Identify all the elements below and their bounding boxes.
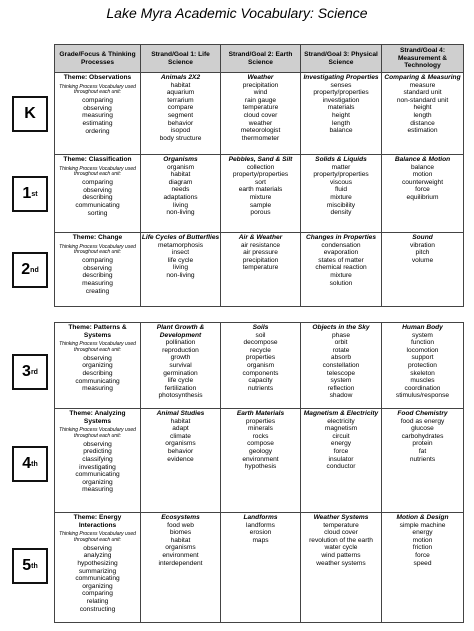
vocab-item: telescope <box>326 369 356 377</box>
vocab-item: properties <box>245 417 276 425</box>
thinking-item: analyzing <box>83 552 112 560</box>
vocab-item: magnetism <box>324 425 358 433</box>
unit-cell <box>141 323 221 409</box>
vocab-item: density <box>330 209 352 217</box>
vocab-item: circuit <box>332 432 350 440</box>
vocab-item: balance <box>329 127 353 135</box>
vocab-item: system <box>330 377 352 385</box>
vocab-item: sample <box>249 201 272 209</box>
vocab-item: length <box>332 119 350 127</box>
vocab-item: fat <box>418 447 427 455</box>
row-third-grade <box>55 323 464 409</box>
vocab-item: earth materials <box>238 186 283 194</box>
vocab-item: air pressure <box>243 249 278 257</box>
unit-heading: Plant Growth & Development <box>156 324 205 339</box>
grade-label: 1 <box>22 185 32 202</box>
vocab-item: photosynthesis <box>158 392 203 400</box>
unit-cell <box>301 73 382 155</box>
unit-cell <box>221 233 301 307</box>
header-goal-2: Strand/Goal 2: Earth Science <box>221 45 301 73</box>
grade-3-box <box>12 354 48 390</box>
unit-heading: Soils <box>252 324 269 331</box>
unit-cell <box>141 513 221 623</box>
vocab-item: revolution of the earth <box>309 536 373 544</box>
thinking-item: comparing <box>82 590 113 598</box>
thinking-item: communicating <box>75 471 120 479</box>
vocab-item: friction <box>412 544 433 552</box>
vocab-item: senses <box>330 81 352 89</box>
vocab-item: decompose <box>243 339 278 347</box>
vocab-item: non-standard unit <box>396 96 449 104</box>
vocab-item: compare <box>167 104 194 112</box>
grade-suffix: st <box>31 190 38 198</box>
vocab-item: aquarium <box>166 89 195 97</box>
vocab-item: survival <box>169 361 192 369</box>
vocab-item: interdependent <box>158 559 203 567</box>
thinking-item: measuring <box>82 112 113 120</box>
thinking-item: organizing <box>82 478 113 486</box>
vocab-item: behavior <box>167 119 194 127</box>
vocab-item: habitat <box>170 81 191 89</box>
vocab-item: protection <box>408 361 437 369</box>
vocab-item: volume <box>411 256 434 264</box>
unit-heading: Investigating Properties <box>303 74 379 81</box>
vocab-item: property/properties <box>313 171 369 179</box>
unit-cell <box>382 409 464 513</box>
row-first-grade <box>55 155 464 233</box>
unit-heading: Life Cycles of Butterflies <box>141 234 220 241</box>
thinking-item: ordering <box>85 127 110 135</box>
vocab-item: absorb <box>330 354 352 362</box>
vocab-item: balance <box>410 163 435 171</box>
vocab-item: distance <box>410 119 435 127</box>
unit-cell <box>301 513 382 623</box>
unit-cell <box>141 233 221 307</box>
vocab-item: minerals <box>248 425 273 433</box>
vocab-item: simple machine <box>399 521 446 529</box>
unit-heading: Food Chemistry <box>397 410 448 417</box>
grade-4-box <box>12 446 48 482</box>
vocab-item: support <box>411 354 434 362</box>
vocab-item: conductor <box>326 463 356 471</box>
theme-cell <box>55 233 141 307</box>
row-kindergarten <box>55 73 464 155</box>
grade-2-box <box>12 252 48 288</box>
grade-k-box <box>12 96 48 132</box>
row-fourth-grade <box>55 409 464 513</box>
vocab-item: porous <box>250 209 271 217</box>
vocab-item: life cycle <box>167 377 194 385</box>
vocab-item: energy <box>412 529 433 537</box>
header-goal-3: Strand/Goal 3: Physical Science <box>301 45 382 73</box>
thinking-item: estimating <box>82 119 113 127</box>
thinking-item: sorting <box>87 209 108 217</box>
vocab-item: property/properties <box>232 171 289 179</box>
vocab-item: rain gauge <box>244 96 277 104</box>
vocab-item: precipitation <box>242 81 279 89</box>
vocab-item: meteorologist <box>240 127 281 135</box>
vocab-item: temperature <box>242 104 279 112</box>
thinking-item: communicating <box>75 575 120 583</box>
vocab-item: fertilization <box>164 384 197 392</box>
vocab-item: reproduction <box>162 346 199 354</box>
thinking-item: creating <box>85 287 110 295</box>
vocab-item: evaporation <box>323 249 359 257</box>
vocab-item: materials <box>327 104 355 112</box>
thinking-item: observing <box>83 104 112 112</box>
thinking-note: Thinking Process Vocabulary used throughout each unit: <box>59 165 136 178</box>
unit-cell <box>301 323 382 409</box>
vocab-item: organism <box>166 163 195 171</box>
vocab-item: cloud cover <box>243 111 278 119</box>
thinking-item: observing <box>83 354 112 362</box>
thinking-item: describing <box>82 369 113 377</box>
grade-label: 2 <box>21 261 31 278</box>
vocab-item: speed <box>413 559 432 567</box>
vocab-item: reflection <box>327 384 355 392</box>
vocab-item: equilibrium <box>406 193 439 201</box>
thinking-item: relating <box>86 597 109 605</box>
vocab-item: mixture <box>330 271 352 279</box>
thinking-item: constructing <box>79 605 116 613</box>
vocab-item: glucose <box>411 425 434 433</box>
vocab-item: standard unit <box>403 89 442 97</box>
vocab-item: rotate <box>332 346 350 354</box>
thinking-item: predicting <box>83 448 112 456</box>
vocab-item: organisms <box>165 544 196 552</box>
vocab-item: vibration <box>410 241 435 249</box>
vocab-item: organisms <box>165 440 196 448</box>
unit-cell <box>301 409 382 513</box>
vocab-item: electricity <box>327 417 355 425</box>
theme-title: Theme: Patterns & Systems <box>68 324 127 339</box>
unit-heading: Air & Weather <box>238 234 283 241</box>
unit-heading: Landforms <box>243 514 278 521</box>
grade-label: 4 <box>22 455 32 472</box>
vocab-item: soil <box>255 331 266 339</box>
vocab-item: temperature <box>323 521 359 529</box>
unit-heading: Comparing & Measuring <box>384 74 461 81</box>
unit-cell <box>221 73 301 155</box>
vocab-item: precipitation <box>242 256 279 264</box>
thinking-item: summarizing <box>78 567 117 575</box>
vocab-item: evidence <box>167 455 194 463</box>
vocab-item: matter <box>331 163 351 171</box>
thinking-note: Thinking Process Vocabulary used throughout each unit: <box>59 427 136 439</box>
vocab-item: isopod <box>170 127 191 135</box>
vocab-item: fluid <box>334 186 348 194</box>
vocab-item: habitat <box>170 417 191 425</box>
grade-label: 3 <box>22 363 31 380</box>
vocab-item: nutrients <box>247 384 274 392</box>
vocab-item: food as energy <box>400 417 445 425</box>
header-focus: Grade/Focus & Thinking Processes <box>55 45 141 73</box>
vocab-item: air resistance <box>240 241 281 249</box>
thinking-item: measuring <box>82 486 113 494</box>
vocab-item: components <box>242 369 279 377</box>
vocab-item: counterweight <box>401 178 444 186</box>
vocab-table-intermediate <box>54 322 464 623</box>
unit-heading: Weather <box>247 74 274 81</box>
thinking-item: organizing <box>82 582 113 590</box>
vocab-item: non-living <box>166 209 195 217</box>
vocab-item: growth <box>170 354 191 362</box>
thinking-item: comparing <box>82 97 113 105</box>
unit-heading: Changes in Properties <box>306 234 376 241</box>
vocab-item: stimulus/response <box>395 392 450 400</box>
thinking-item: measuring <box>82 279 113 287</box>
unit-cell <box>382 155 464 233</box>
vocab-item: properties <box>245 354 276 362</box>
unit-cell <box>301 155 382 233</box>
theme-title: Theme: Change <box>72 234 123 241</box>
unit-heading: Motion & Design <box>396 514 449 521</box>
unit-heading: Organisms <box>163 156 198 163</box>
unit-cell <box>221 513 301 623</box>
vocab-item: needs <box>171 186 190 194</box>
vocab-item: motion <box>412 171 433 179</box>
header-goal-1: Strand/Goal 1: Life Science <box>141 45 221 73</box>
vocab-item: compose <box>247 440 274 448</box>
vocab-item: sort <box>255 178 266 186</box>
vocab-item: environment <box>242 455 279 463</box>
unit-heading: Magnetism & Electricity <box>303 410 379 417</box>
vocab-item: system <box>412 331 433 339</box>
vocab-item: property/properties <box>313 89 369 97</box>
vocab-item: measure <box>409 81 436 89</box>
row-second-grade <box>55 233 464 307</box>
page-title: Lake Myra Academic Vocabulary: Science <box>106 5 368 21</box>
theme-title: Theme: Observations <box>63 74 132 81</box>
thinking-item: classifying <box>82 455 113 463</box>
theme-cell <box>55 323 141 409</box>
grade-suffix: th <box>31 460 38 468</box>
vocab-item: force <box>415 186 430 194</box>
vocab-item: terrarium <box>167 96 194 104</box>
unit-cell <box>141 73 221 155</box>
vocab-item: estimation <box>407 127 438 135</box>
vocab-item: muscles <box>410 377 435 385</box>
thinking-item: describing <box>82 194 113 202</box>
header-goal-4: Strand/Goal 4: Measurement & Technology <box>382 45 464 73</box>
vocab-item: shadow <box>329 392 353 400</box>
vocab-item: solution <box>329 279 353 287</box>
vocab-item: segment <box>167 111 194 119</box>
grade-label: K <box>24 105 36 122</box>
grade-label: 5 <box>22 557 32 574</box>
unit-cell <box>221 323 301 409</box>
vocab-item: non-living <box>166 271 195 279</box>
vocab-item: germination <box>163 369 198 377</box>
vocab-item: weather systems <box>316 559 366 567</box>
unit-heading: Balance & Motion <box>394 156 451 163</box>
thinking-item: comparing <box>82 179 113 187</box>
unit-heading: Objects in the Sky <box>312 324 370 331</box>
vocab-item: pitch <box>415 249 430 257</box>
thinking-item: observing <box>83 544 112 552</box>
unit-cell <box>221 409 301 513</box>
thinking-item: observing <box>83 186 112 194</box>
grade-suffix: nd <box>30 266 39 274</box>
vocab-item: habitat <box>170 171 191 179</box>
vocab-item: cloud cover <box>324 529 358 537</box>
grade-suffix: th <box>31 562 38 570</box>
vocab-item: environment <box>162 551 199 559</box>
unit-heading: Solids & Liquids <box>315 156 367 163</box>
vocab-item: wind <box>253 89 268 97</box>
vocab-item: temperature <box>242 264 279 272</box>
unit-cell <box>221 155 301 233</box>
vocab-item: living <box>172 201 189 209</box>
vocab-item: living <box>172 264 189 272</box>
unit-heading: Human Body <box>402 324 443 331</box>
unit-heading: Animal Studies <box>156 410 205 417</box>
vocab-item: food web <box>167 521 194 529</box>
vocab-item: chemical reaction <box>315 264 367 272</box>
theme-cell <box>55 155 141 233</box>
theme-title: Theme: Analyzing Systems <box>69 410 126 425</box>
vocab-item: force <box>333 447 349 455</box>
grade-5-box <box>12 548 48 584</box>
thinking-note: Thinking Process Vocabulary used throughout each unit: <box>59 243 136 256</box>
vocab-item: behavior <box>167 447 194 455</box>
vocab-item: coordination <box>404 384 441 392</box>
unit-cell <box>141 409 221 513</box>
vocab-item: condensation <box>321 241 361 249</box>
unit-cell <box>382 513 464 623</box>
unit-cell <box>382 323 464 409</box>
vocab-item: habitat <box>170 536 191 544</box>
vocab-item: metamorphosis <box>157 241 204 249</box>
thinking-item: communicating <box>75 201 120 209</box>
vocab-item: hypothesis <box>244 463 277 471</box>
vocab-item: life cycle <box>167 256 194 264</box>
vocab-item: states of matter <box>318 256 364 264</box>
unit-cell <box>141 155 221 233</box>
vocab-item: weather <box>248 119 273 127</box>
row-fifth-grade <box>55 513 464 623</box>
unit-heading: Sound <box>412 234 433 241</box>
thinking-item: describing <box>82 272 113 280</box>
vocab-table-primary <box>54 44 464 307</box>
vocab-item: thermometer <box>241 134 280 142</box>
vocab-item: water cycle <box>324 544 358 552</box>
vocab-item: mixture <box>249 193 272 201</box>
vocab-item: body structure <box>159 134 202 142</box>
theme-cell <box>55 409 141 513</box>
vocab-item: orbit <box>334 339 348 347</box>
unit-heading: Animals 2X2 <box>160 74 201 81</box>
unit-heading: Ecosystems <box>161 514 200 521</box>
vocab-item: protein <box>412 440 433 448</box>
vocab-item: investigation <box>322 96 360 104</box>
vocab-item: geology <box>248 447 273 455</box>
vocab-item: force <box>415 551 430 559</box>
vocab-item: organism <box>246 361 275 369</box>
vocab-item: mixture <box>330 193 352 201</box>
unit-heading: Pebbles, Sand & Silt <box>228 156 293 163</box>
vocab-item: carbohydrates <box>401 432 444 440</box>
thinking-item: comparing <box>82 257 113 265</box>
vocab-item: energy <box>330 440 352 448</box>
vocab-item: pollination <box>165 339 196 347</box>
thinking-note: Thinking Process Vocabulary used throughout each unit: <box>59 83 136 96</box>
thinking-note: Thinking Process Vocabulary used throughout each unit: <box>59 531 136 543</box>
thinking-item: observing <box>83 440 112 448</box>
unit-heading: Weather Systems <box>313 514 369 521</box>
vocab-item: insect <box>171 249 190 257</box>
vocab-item: viscous <box>330 178 352 186</box>
vocab-item: erosion <box>249 529 272 537</box>
grade-suffix: rd <box>30 368 38 376</box>
vocab-item: landforms <box>246 521 275 529</box>
theme-title: Theme: Classification <box>63 156 132 163</box>
unit-cell <box>382 233 464 307</box>
thinking-item: hypothesizing <box>77 559 118 567</box>
vocab-item: diagram <box>168 178 193 186</box>
thinking-item: investigating <box>79 463 116 471</box>
thinking-item: measuring <box>82 385 113 393</box>
unit-cell <box>382 73 464 155</box>
vocab-item: length <box>413 111 432 119</box>
vocab-item: height <box>332 111 350 119</box>
vocab-item: adapt <box>172 425 189 433</box>
theme-title: Theme: Energy Interactions <box>73 514 122 529</box>
theme-cell <box>55 73 141 155</box>
vocab-item: constellation <box>322 361 360 369</box>
unit-cell <box>301 233 382 307</box>
vocab-item: adaptations <box>163 193 198 201</box>
vocab-item: phase <box>332 331 350 339</box>
thinking-item: organizing <box>82 362 113 370</box>
vocab-item: insulator <box>328 455 354 463</box>
unit-heading: Earth Materials <box>236 410 285 417</box>
vocab-item: maps <box>252 536 269 544</box>
vocab-item: skeleton <box>410 369 435 377</box>
vocab-item: collection <box>246 163 275 171</box>
grade-1-box <box>12 176 48 212</box>
vocab-item: wind patterns <box>321 551 361 559</box>
vocab-item: recycle <box>250 346 271 354</box>
theme-cell <box>55 513 141 623</box>
vocab-item: nutrients <box>409 455 436 463</box>
vocab-item: locomotion <box>406 346 439 354</box>
thinking-item: communicating <box>75 377 120 385</box>
thinking-note: Thinking Process Vocabulary used throughout each unit: <box>59 341 136 353</box>
vocab-item: capacity <box>248 377 273 385</box>
vocab-item: motion <box>412 536 433 544</box>
vocab-item: miscibility <box>326 201 356 209</box>
vocab-item: function <box>410 339 435 347</box>
thinking-item: observing <box>83 264 112 272</box>
vocab-item: rocks <box>252 432 269 440</box>
vocab-item: height <box>413 104 432 112</box>
vocab-item: climate <box>170 432 191 440</box>
vocab-item: biomes <box>169 529 192 537</box>
